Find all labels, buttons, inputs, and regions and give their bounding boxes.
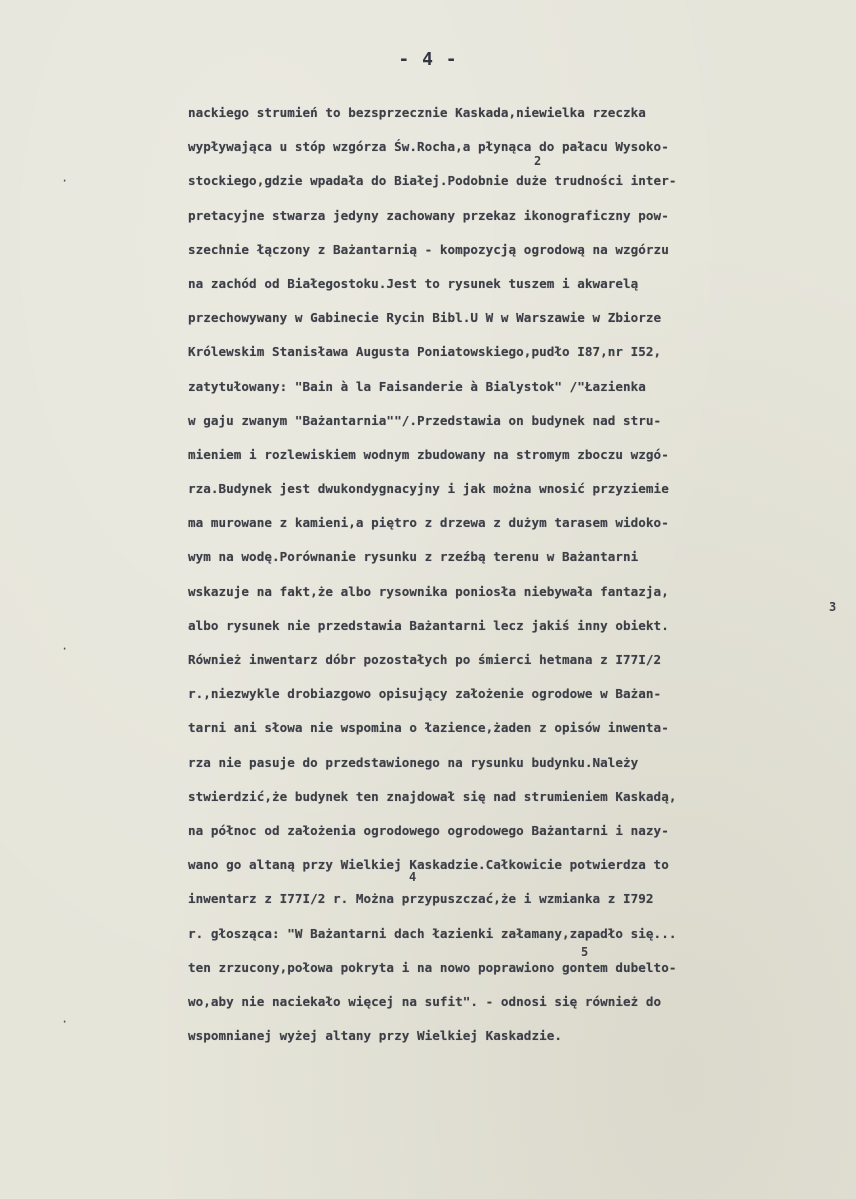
margin-dot: · [61, 642, 69, 656]
text-line: wym na wodę.Porównanie rysunku z rzeźbą terenu w Bażantarni [188, 549, 639, 565]
text-line: Również inwentarz dóbr pozostałych po śmierci hetmana z I77I/2 [188, 652, 662, 667]
text-line: nackiego strumień to bezsprzecznie Kaskada,niewielka rzeczka [188, 105, 646, 120]
text-line: wspomnianej wyżej altany przy Wielkiej Kaskadzie. [188, 1028, 562, 1044]
text-line: r. głosząca: "W Bażantarni dach łazienki załamany,zapadło się... [188, 925, 677, 941]
text-line: albo rysunek nie przedstawia Bażantarni lecz jakiś inny obiekt. [188, 617, 669, 633]
text-line: wo,aby nie naciekało więcej na sufit". - odnosi się również do [188, 993, 662, 1009]
footnote-marker: 5 [581, 945, 589, 959]
text-line: pretacyjne stwarza jedyny zachowany przekaz ikonograficzny pow- [188, 207, 669, 223]
footnote-marker: 4 [409, 870, 417, 884]
text-line: Królewskim Stanisława Augusta Poniatowskiego,pudło I87,nr I52, [188, 344, 662, 360]
text-line: ten zrzucony,połowa pokryta i na nowo poprawiono gontem dubelto- [188, 959, 677, 975]
text-line: wano go altaną przy Wielkiej Kaskadzie.Całkowicie potwierdza to [188, 857, 669, 873]
footnote-marker: 2 [534, 154, 542, 168]
text-line: wypływająca u stóp wzgórza Św.Rocha,a płynąca do pałacu Wysoko- [188, 139, 669, 155]
text-line: zatytułowany: "Bain à la Faisanderie à Bialystok" /"Łazienka [188, 378, 646, 394]
text-line: r.,niezwykle drobiazgowo opisujący założenie ogrodowe w Bażan- [188, 686, 662, 702]
text-line: ma murowane z kamieni,a piętro z drzewa z dużym tarasem widoko- [188, 515, 669, 531]
text-line: na północ od założenia ogrodowego ogrodowego Bażantarni i nazy- [188, 822, 669, 838]
page-number: - 4 - [398, 49, 458, 70]
text-line: w gaju zwanym "Bażantarnia""/.Przedstawia on budynek nad stru- [188, 412, 662, 428]
text-line: mieniem i rozlewiskiem wodnym zbudowany na stromym zboczu wzgó- [188, 446, 669, 462]
margin-dot: · [61, 174, 69, 188]
text-line: inwentarz z I77I/2 r. Można przypuszczać,że i wzmianka z I792 [188, 891, 654, 907]
text-line: rza.Budynek jest dwukondygnacyjny i jak można wnosić przyziemie [188, 481, 669, 497]
text-line: wskazuje na fakt,że albo rysownika poniosła niebywała fantazja, [188, 583, 669, 599]
text-line: rza nie pasuje do przedstawionego na rysunku budynku.Należy [188, 754, 639, 770]
text-line: przechowywany w Gabinecie Rycin Bibl.U W w Warszawie w Zbiorze [188, 310, 662, 326]
text-line: tarni ani słowa nie wspomina o łazience,żaden z opisów inwenta- [188, 720, 669, 736]
body-text [188, 103, 840, 1060]
margin-dot: · [61, 1015, 69, 1029]
text-line: szechnie łączony z Bażantarnią - kompozycją ogrodową na wzgórzu [188, 241, 669, 257]
text-line: na zachód od Białegostoku.Jest to rysunek tuszem i akwarelą [188, 275, 639, 291]
text-line: stwierdzić,że budynek ten znajdował się nad strumieniem Kaskadą, [188, 788, 677, 804]
text-line: stockiego,gdzie wpadała do Białej.Podobnie duże trudności inter- [188, 173, 677, 189]
footnote-marker: 3 [829, 600, 837, 614]
